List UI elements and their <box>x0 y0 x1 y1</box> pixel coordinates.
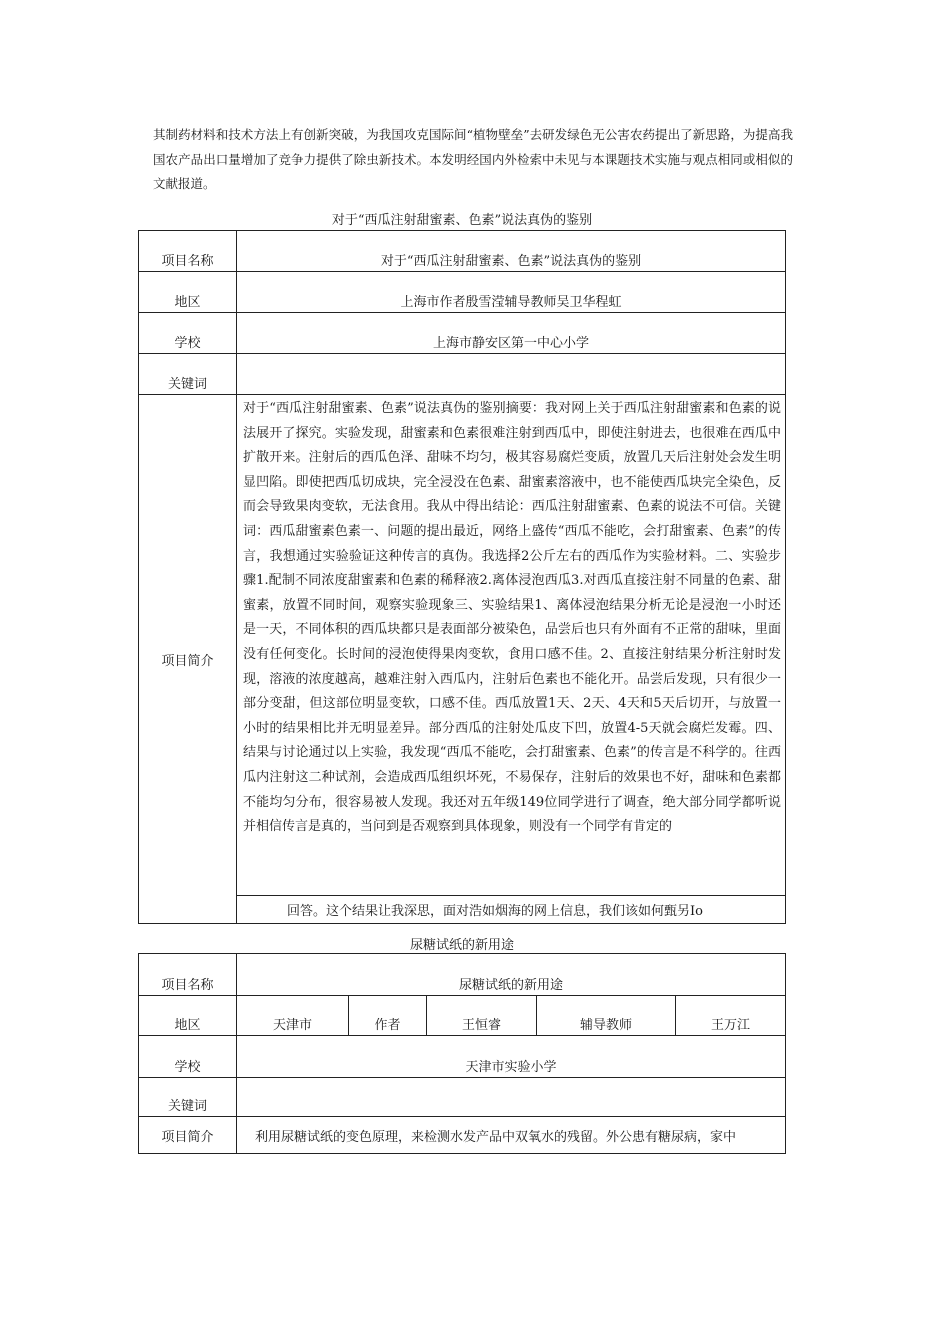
project1-region-value: 上海市作者殷雪滢辅导教师吴卫华程虹 <box>237 272 786 313</box>
project1-table <box>138 230 786 924</box>
project1-summary-text: 对于“西瓜注射甜蜜素、色素”说法真伪的鉴别摘要：我对网上关于西瓜注射甜蜜素和色素的说法展开了探究。实验发现，甜蜜素和色素很难注射到西瓜中，即使注射进去，也很难在西瓜中扩散开来。注射后的西瓜色泽、甜味不均匀，极其容易腐烂变质，放置几天后注射处会发生明显凹陷。即使把西瓜切成块，完全浸没在色素、甜蜜素溶液中，也不能使西瓜块完全染色，反而会导致果肉变软，无法食用。我从中得出结论：西瓜注射甜蜜素、色素的说法不可信。关键词：西瓜甜蜜素色素一、问题的提出最近，网络上盛传“西瓜不能吃，会打甜蜜素、色素”的传言，我想通过实验验证这种传言的真伪。我选择2公斤左右的西瓜作为实验材料。二、实验步骤1.配制不同浓度甜蜜素和色素的稀释液2.离体浸泡西瓜3.对西瓜直接注射不同量的色素、甜蜜素，放置不同时间，观察实验现象三、实验结果1、离体浸泡结果分析无论是浸泡一小时还是一天，不同体积的西瓜块都只是表面部分被染色，品尝后也只有外面有不正常的甜味，里面没有任何变化。长时间的浸泡使得果肉变软，食用口感不佳。2、直接注射结果分析注射时发现，溶液的浓度越高，越难注射入西瓜内，注射后色素也不能化开。品尝后发现，只有很少一部分变甜，但这部位明显变软，口感不佳。西瓜放置1天、2天、4天和5天后切开，与放置一小时的结果相比并无明显差异。部分西瓜的注射处瓜皮下凹，放置4-5天就会腐烂发霉。四、结果与讨论通过以上实验，我发现“西瓜不能吃，会打甜蜜素、色素”的传言是不科学的。往西瓜内注射这二种试剂，会造成西瓜组织坏死，不易保存，注射后的效果也不好，甜味和色素都不能均匀分布，很容易被人发现。我还对五年级149位同学进行了调查，绝大部分同学都听说并相信传言是真的，当问到是否观察到具体现象，则没有一个同学有肯定的 <box>237 395 786 896</box>
project2-author-value: 王恒睿 <box>427 996 537 1036</box>
project2-summary-label: 项目简介 <box>139 1117 237 1154</box>
project1-region-label: 地区 <box>139 272 237 313</box>
project2-school-value: 天津市实验小学 <box>237 1036 786 1078</box>
project2-name-value: 尿糖试纸的新用途 <box>237 954 786 996</box>
project2-advisor-label: 辅导教师 <box>537 996 676 1036</box>
project2-author-label: 作者 <box>349 996 427 1036</box>
project2-region-label: 地区 <box>139 996 237 1036</box>
project2-keywords-label: 关键词 <box>139 1078 237 1117</box>
project2-table <box>138 953 786 1154</box>
project1-keywords-value <box>237 354 786 395</box>
project2-summary-text: 利用尿糖试纸的变色原理，来检测水发产品中双氧水的残留。外公患有糖尿病，家中 <box>237 1117 786 1154</box>
project1-name-value: 对于“西瓜注射甜蜜素、色素”说法真伪的鉴别 <box>237 231 786 272</box>
intro-paragraph: 其制药材料和技术方法上有创新突破，为我国攻克国际间“植物壁垒”去研发绿色无公害农药提出了新思路，为提高我国农产品出口量增加了竞争力提供了除虫新技术。本发明经国内外检索中未见与本课题技术实施与观点相同或相似的文献报道。 <box>153 127 793 191</box>
project2-caption: 尿糖试纸的新用途 <box>409 938 514 953</box>
project2-region-value: 天津市 <box>237 996 349 1036</box>
project2-name-label: 项目名称 <box>139 954 237 996</box>
project1-school-value: 上海市静安区第一中心小学 <box>237 313 786 354</box>
project1-keywords-label: 关键词 <box>139 354 237 395</box>
project2-keywords-value <box>237 1078 786 1117</box>
project1-summary-label: 项目简介 <box>139 395 237 924</box>
project1-name-label: 项目名称 <box>139 231 237 272</box>
project2-advisor-value: 王万江 <box>676 996 786 1036</box>
project1-school-label: 学校 <box>139 313 237 354</box>
project1-caption: 对于“西瓜注射甜蜜素、色素”说法真伪的鉴别 <box>331 213 593 228</box>
project2-school-label: 学校 <box>139 1036 237 1078</box>
project1-summary-tail: 回答。这个结果让我深思，面对浩如烟海的网上信息，我们该如何甄另Io <box>237 896 786 924</box>
